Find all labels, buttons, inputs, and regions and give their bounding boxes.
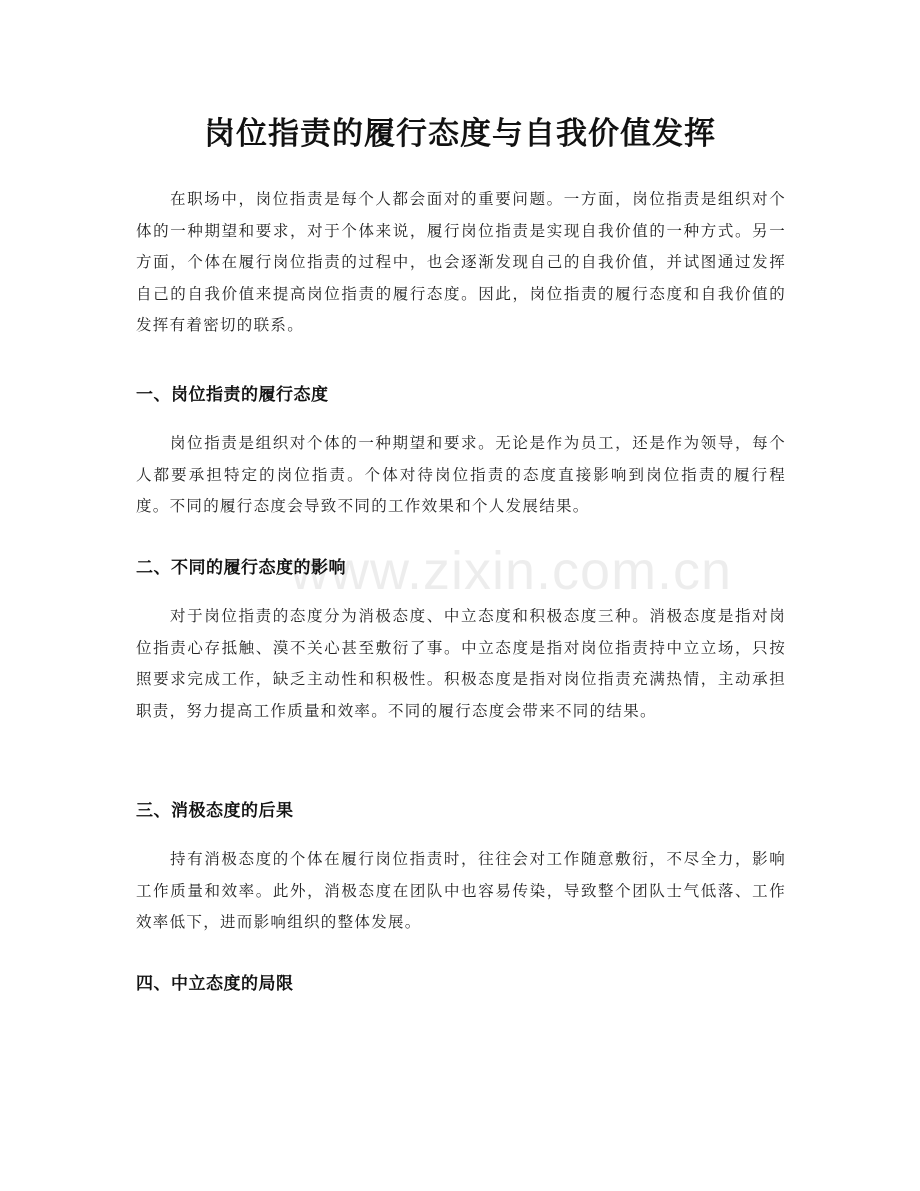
section-body-2: 对于岗位指责的态度分为消极态度、中立态度和积极态度三种。消极态度是指对岗位指责心存抵触、漠不关心甚至敷衍了事。中立态度是指对岗位指责持中立立场，只按照要求完成工作，缺乏主动性和积极性。积极态度是指对岗位指责充满热情，主动承担职责，努力提高工作质量和效率。不同的履行态度会带来不同的结果。: [136, 607, 786, 720]
document-title: 岗位指责的履行态度与自我价值发挥: [204, 116, 716, 152]
section-body-3: 持有消极态度的个体在履行岗位指责时，往往会对工作随意敷衍，不尽全力，影响工作质量和效率。此外，消极态度在团队中也容易传染，导致整个团队士气低落、工作效率低下，进而影响组织的整体发展。: [136, 850, 786, 931]
watermark: www.zixin.com.cn: [290, 541, 733, 601]
section-heading-2: 二、不同的履行态度的影响: [136, 558, 346, 578]
section-body-1: 岗位指责是组织对个体的一种期望和要求。无论是作为员工，还是作为领导，每个人都要承担特定的岗位指责。个体对待岗位指责的态度直接影响到岗位指责的履行程度。不同的履行态度会导致不同的工作效果和个人发展结果。: [136, 434, 786, 515]
section-heading-1: 一、岗位指责的履行态度: [136, 385, 329, 405]
section-heading-4: 四、中立态度的局限: [136, 974, 294, 994]
intro-paragraph: 在职场中，岗位指责是每个人都会面对的重要问题。一方面，岗位指责是组织对个体的一种期望和要求，对于个体来说，履行岗位指责是实现自我价值的一种方式。另一方面，个体在履行岗位指责的过程中，也会逐渐发现自己的自我价值，并试图通过发挥自己的自我价值来提高岗位指责的履行态度。因此，岗位指责的履行态度和自我价值的发挥有着密切的联系。: [136, 190, 786, 334]
section-heading-3: 三、消极态度的后果: [136, 801, 294, 821]
